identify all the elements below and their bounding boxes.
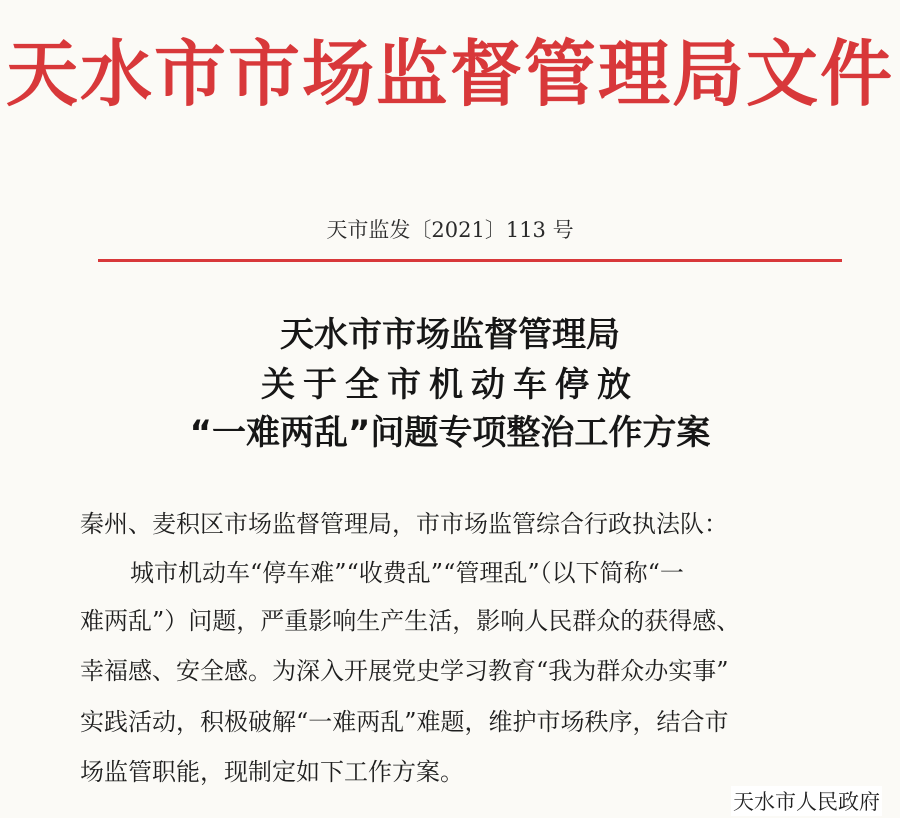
paragraph-line-5: 场监管职能，现制定如下工作方案。	[80, 758, 464, 786]
document-title-line-2: 关于全市机动车停放	[261, 365, 639, 405]
paragraph-line-1: 城市机动车“停车难”“收费乱”“管理乱”（以下简称“一	[130, 559, 684, 587]
source-watermark: 天水市人民政府	[731, 786, 882, 816]
paragraph-line-3: 幸福感、安全感。为深入开展党史学习教育“我为群众办实事”	[80, 657, 729, 685]
document-masthead: 天水市市场监督管理局文件	[5, 32, 894, 116]
document-title-line-3: “一难两乱”问题专项整治工作方案	[189, 413, 711, 453]
paragraph-line-2: 难两乱”）问题，严重影响生产生活，影响人民群众的获得感、	[80, 607, 741, 635]
salutation: 秦州、麦积区市场监督管理局，市市场监管综合行政执法队：	[80, 510, 728, 538]
document-title-line-1: 天水市市场监督管理局	[280, 315, 620, 355]
paragraph-line-4: 实践活动，积极破解“一难两乱”难题，维护市场秩序，结合市	[80, 708, 729, 736]
document-number: 天市监发〔2021〕113 号	[326, 218, 574, 242]
red-divider-line	[98, 259, 842, 262]
